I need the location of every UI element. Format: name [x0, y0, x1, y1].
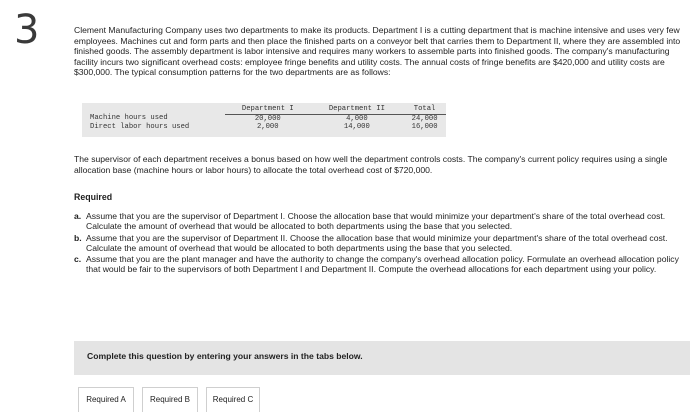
answer-tabs — [74, 387, 374, 414]
row-label: Direct labor hours used — [90, 123, 190, 132]
requirement-letter: a. — [74, 211, 82, 221]
question-number: 3 — [14, 7, 40, 53]
cell-dept1: 20,000 — [254, 114, 281, 123]
table-header-dept2: Department II — [311, 103, 404, 114]
requirement-letter: c. — [74, 254, 82, 265]
policy-paragraph: The supervisor of each department receives a bonus based on how well the department controls costs. The company's current policy requires using a single allocation base (machine hours or labor hours) to allocate the total overhead cost of $720,000. — [74, 154, 668, 175]
instruction-bar — [74, 341, 690, 375]
required-heading: Required — [74, 192, 113, 202]
cell-dept1: 2,000 — [256, 123, 279, 132]
list-item — [74, 211, 690, 232]
tab-required-c[interactable]: Required C — [206, 387, 260, 412]
list-item — [74, 233, 690, 254]
requirement-text: Assume that you are the supervisor of Department II. Choose the allocation base that would minimize your department's share of the total overhead cost. Calculate the amount of overhead that would be allocated to both departments using the base that you selected. — [86, 232, 668, 253]
requirement-letter: b. — [74, 232, 82, 243]
table-header-row — [82, 103, 446, 114]
instruction-text: Complete this question by entering your answers in the tabs below. — [87, 351, 363, 361]
question-intro: Clement Manufacturing Company uses two departments to make its products. Department I is a cutting department that is machine intensive and uses very few employees. Machines cut and form parts and then place the finished parts on a conveyor belt that carries them to Department II, where they are assembled into finished goods. The assembly department is labor intensive and requires many workers to assemble parts into finished goods. The company's manufacturing facility incurs two significant overhead costs: employee fringe benefits and utility costs. The annual costs of fringe benefits are $420,000 and utility costs are $300,000. The typical consumption patterns for the two departments are as follows: — [74, 25, 681, 78]
cell-total: 16,000 — [411, 123, 438, 132]
row-label: Machine hours used — [90, 114, 168, 123]
requirements-list — [74, 211, 690, 276]
table-row — [82, 123, 446, 132]
table-header-total: Total — [403, 103, 446, 114]
cell-dept2: 4,000 — [346, 114, 368, 123]
cell-dept2: 14,000 — [343, 123, 370, 132]
requirement-text: Assume that you are the plant manager and have the authority to change the company's overhead allocation policy. Formulate an overhead allocation policy that would be fair to the supervisors of both Department I and Department II. Compute the overhead allocations for each department using your policy. — [86, 254, 679, 275]
list-item — [74, 254, 690, 275]
table-header-blank — [82, 103, 225, 114]
table-row — [82, 114, 446, 123]
table-header-dept1: Department I — [225, 103, 311, 114]
cell-total: 24,000 — [411, 114, 438, 123]
tab-required-a[interactable]: Required A — [78, 387, 134, 412]
consumption-table — [82, 103, 446, 137]
requirement-text: Assume that you are the supervisor of Department I. Choose the allocation base that would minimize your department's share of the total overhead cost. Calculate the amount of overhead that would be allocated to both departments using the base that you selected. — [86, 211, 666, 232]
tab-required-b[interactable]: Required B — [142, 387, 198, 412]
